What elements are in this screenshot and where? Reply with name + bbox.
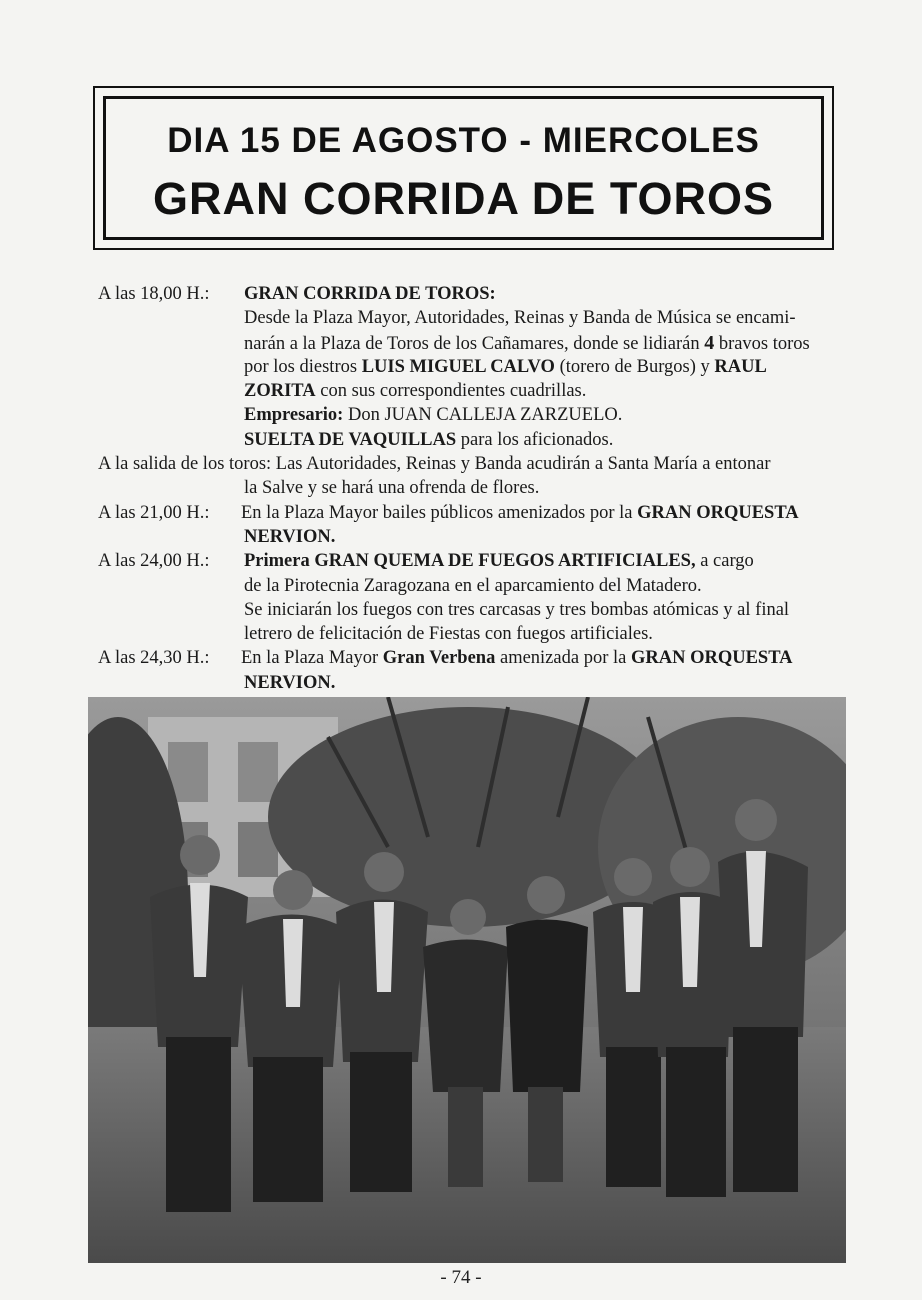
event-text: letrero de felicitación de Fiestas con fuegos artificiales. (244, 624, 653, 645)
event-text (241, 501, 799, 525)
event-1-line-6 (98, 403, 843, 427)
event-4-line-3 (98, 598, 843, 622)
event-text-part: (torero de Burgos) y (554, 356, 715, 377)
event-1-line-4 (98, 355, 843, 379)
event-time-text: A la salida de los toros: (98, 454, 272, 475)
band-photo (88, 697, 846, 1263)
event-1-line-3 (98, 331, 843, 355)
event-time: A las 21,00 H.: (98, 502, 210, 523)
event-4-line-4 (98, 622, 843, 646)
orchestra-name: NERVION. (244, 672, 336, 693)
page-number: - 74 - (440, 1267, 482, 1288)
event-text-part: para los aficionados. (456, 429, 614, 450)
event-1-line-2 (98, 306, 843, 330)
bullfighter-name: ZORITA (244, 381, 316, 402)
event-text-part: En la Plaza Mayor (241, 648, 383, 669)
bullfighter-name: RAUL (714, 356, 767, 377)
event-text-part: por los diestros (244, 356, 362, 377)
event-text-part: con sus correspondientes cuadrillas. (315, 381, 587, 402)
orchestra-name: GRAN ORQUESTA (630, 648, 793, 669)
event-text-part: En la Plaza Mayor bailes públicos amenizados por la (241, 502, 638, 523)
event-2-line-1 (98, 452, 843, 476)
bull-count: 4 (704, 331, 715, 354)
event-5-line-1 (98, 646, 843, 670)
event-text (244, 403, 622, 427)
event-time: A las 24,30 H.: (98, 648, 210, 669)
event-text (244, 379, 586, 403)
event-text (244, 549, 754, 573)
orchestra-name: NERVION. (244, 526, 336, 547)
vaquillas-label: SUELTA DE VAQUILLAS (244, 429, 457, 450)
event-1-line-5 (98, 379, 843, 403)
event-text: de la Pirotecnia Zaragozana en el aparcamiento del Matadero. (244, 575, 702, 596)
verbena-name: Gran Verbena (382, 648, 496, 669)
event-text (244, 355, 767, 379)
event-text-part: Don JUAN CALLEJA ZARZUELO. (343, 405, 623, 426)
event-3-line-1 (98, 501, 843, 525)
event-text: Se iniciarán los fuegos con tres carcasas y tres bombas atómicas y al final (244, 599, 790, 620)
event-5-line-2 (98, 671, 843, 695)
event-2-line-2 (98, 476, 843, 500)
bullfighter-name: LUIS MIGUEL CALVO (361, 356, 555, 377)
event-title: GRAN CORRIDA DE TOROS: (244, 284, 496, 304)
header-title: GRAN CORRIDA DE TOROS (152, 173, 775, 224)
event-time: A las 24,00 H.: (98, 551, 210, 572)
event-text: Desde la Plaza Mayor, Autoridades, Reinas y Banda de Música se encami- (244, 308, 796, 329)
event-1-line-7 (98, 428, 843, 452)
band-photo-illustration (88, 697, 846, 1263)
event-text-part: narán a la Plaza de Toros de los Cañamares, donde se lidiarán (244, 333, 705, 354)
event-text-part: bravos toros (714, 333, 810, 354)
event-time (98, 452, 771, 476)
event-text (244, 428, 613, 452)
program-schedule (98, 282, 843, 695)
fireworks-title: Primera GRAN QUEMA DE FUEGOS ARTIFICIALES, (244, 551, 696, 572)
event-text: Las Autoridades, Reinas y Banda acudirán a Santa María a entonar (271, 454, 771, 475)
event-text (244, 331, 810, 356)
header-date: DIA 15 DE AGOSTO - MIERCOLES (167, 121, 760, 160)
event-text-part: a cargo (695, 551, 754, 572)
event-3-line-2 (98, 525, 843, 549)
event-text (241, 646, 793, 670)
header-inner-frame (103, 96, 824, 240)
event-4-line-1 (98, 549, 843, 573)
orchestra-name: GRAN ORQUESTA (637, 502, 799, 523)
event-4-line-2 (98, 574, 843, 598)
event-text: la Salve y se hará una ofrenda de flores. (244, 478, 540, 499)
event-text-part: amenizada por la (495, 648, 631, 669)
impresario-label: Empresario: (244, 405, 344, 426)
event-1-line-1 (98, 282, 843, 306)
event-time: A las 18,00 H.: (98, 284, 210, 304)
header-frame (93, 86, 834, 250)
